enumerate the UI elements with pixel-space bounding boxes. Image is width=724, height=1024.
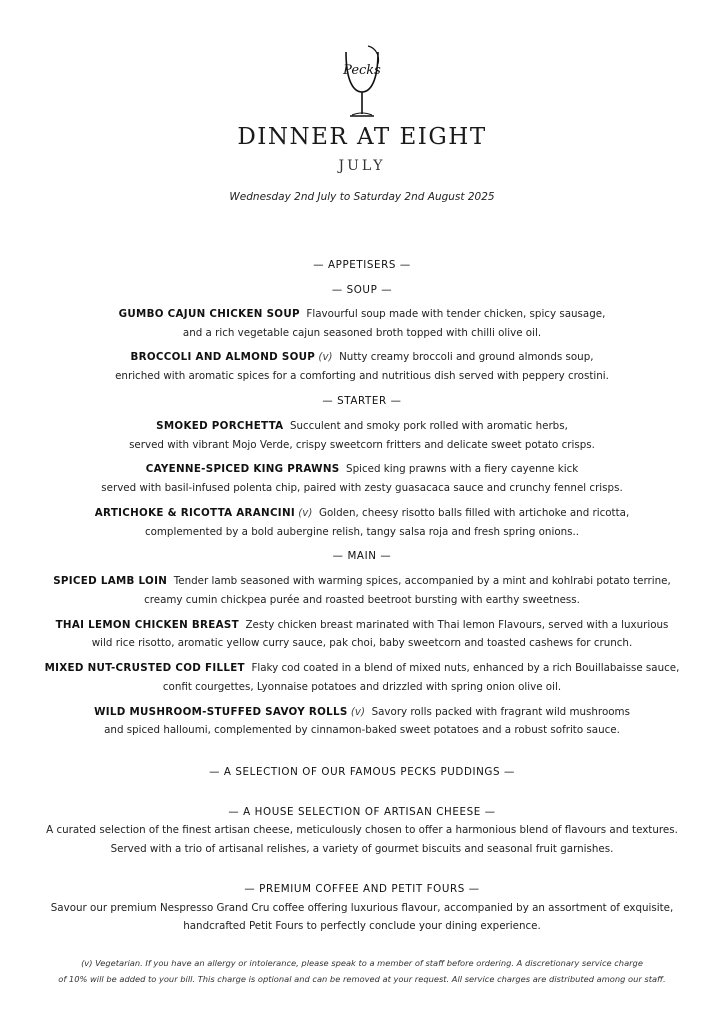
- dish-porchetta-line2: served with vibrant Mojo Verde, crispy sweetcorn fritters and delicate sweet potato crisps.: [129, 439, 595, 451]
- section-heading-coffee: — PREMIUM COFFEE AND PETIT FOURS —: [244, 883, 480, 895]
- dish-name: CAYENNE-SPICED KING PRAWNS: [145, 463, 340, 475]
- section-heading-soup: — SOUP —: [331, 284, 393, 296]
- vegetarian-marker: (v): [350, 706, 366, 718]
- footer-note-line1: (v) Vegetarian. If you have an allergy or intolerance, please speak to a member of staff before ordering. A discretionary service charge: [81, 958, 643, 968]
- dish-description: Flavourful soup made with tender chicken, spicy sausage,: [306, 308, 606, 320]
- dish-description: Succulent and smoky pork rolled with aromatic herbs,: [289, 420, 568, 432]
- dish-lamb-line1: [0, 574, 724, 588]
- dish-cod-line1: [0, 661, 724, 675]
- dish-name: GUMBO CAJUN CHICKEN SOUP: [118, 308, 300, 320]
- coffee-description-line1: Savour our premium Nespresso Grand Cru coffee offering luxurious flavour, accompanied by an assortment of exquisite,: [50, 902, 674, 914]
- dish-gumbo-line2: and a rich vegetable cajun seasoned broth topped with chilli olive oil.: [182, 327, 542, 339]
- footer-note-line2: of 10% will be added to your bill. This charge is optional and can be removed at your request. All service charges are distributed among our staff.: [58, 974, 666, 984]
- vegetarian-marker: (v): [298, 507, 313, 519]
- cheese-description-line2: Served with a trio of artisanal relishes, a variety of gourmet biscuits and seasonal fruit garnishes.: [110, 843, 614, 855]
- dish-description: Spiced king prawns with a fiery cayenne kick: [346, 463, 579, 475]
- dish-description: Nutty creamy broccoli and ground almonds soup,: [339, 351, 594, 363]
- dish-description: Savory rolls packed with fragrant wild mushrooms: [371, 706, 630, 718]
- dish-name: SMOKED PORCHETTA: [156, 420, 284, 432]
- dish-gumbo-line1: [0, 307, 724, 321]
- dish-description: Tender lamb seasoned with warming spices, accompanied by a mint and kohlrabi potato terrine,: [173, 575, 671, 587]
- dish-name: BROCCOLI AND ALMOND SOUP: [130, 351, 316, 363]
- dish-name: WILD MUSHROOM-STUFFED SAVOY ROLLS: [94, 706, 348, 718]
- dish-description: Golden, cheesy risotto balls filled with artichoke and ricotta,: [318, 507, 630, 519]
- dish-name: SPICED LAMB LOIN: [53, 575, 168, 587]
- dish-chicken-line2: wild rice risotto, aromatic yellow curry sauce, pak choi, baby sweetcorn and toasted cashews for crunch.: [91, 637, 633, 649]
- dish-lamb-line2: creamy cumin chickpea purée and roasted beetroot bursting with earthy sweetness.: [144, 594, 580, 606]
- pecks-logo: [332, 42, 392, 122]
- dish-prawns-line2: served with basil-infused polenta chip, paired with zesty guasacaca sauce and crunchy fennel crisps.: [101, 482, 623, 494]
- dish-name: ARTICHOKE & RICOTTA ARANCINI: [94, 507, 295, 519]
- dish-name: MIXED NUT-CRUSTED COD FILLET: [44, 662, 245, 674]
- dish-savoy-line2: and spiced halloumi, complemented by cinnamon-baked sweet potatoes and a robust sofrito sauce.: [104, 724, 620, 736]
- month-subtitle: JULY: [338, 158, 386, 174]
- dish-arancini-line1: [0, 506, 724, 520]
- dish-arancini-line2: complemented by a bold aubergine relish, tangy salsa roja and fresh spring onions..: [144, 526, 580, 538]
- dish-broccoli-line1: [0, 350, 724, 364]
- coffee-description-line2: handcrafted Petit Fours to perfectly conclude your dining experience.: [183, 920, 541, 932]
- wine-glass-icon: [332, 42, 392, 122]
- vegetarian-marker: (v): [318, 351, 333, 363]
- logo-text: Pecks: [343, 63, 381, 78]
- cheese-description-line1: A curated selection of the finest artisan cheese, meticulously chosen to offer a harmonious blend of flavours and textures.: [46, 824, 678, 836]
- dish-porchetta-line1: [0, 419, 724, 433]
- date-range: Wednesday 2nd July to Saturday 2nd August 2025: [229, 191, 495, 203]
- dish-prawns-line1: [0, 462, 724, 476]
- dish-broccoli-line2: enriched with aromatic spices for a comforting and nutritious dish served with peppery crostini.: [115, 370, 609, 382]
- section-heading-starter: — STARTER —: [322, 395, 402, 407]
- dish-cod-line2: confit courgettes, Lyonnaise potatoes and drizzled with spring onion olive oil.: [162, 681, 562, 693]
- section-heading-main: — MAIN —: [332, 550, 392, 562]
- section-heading-cheese: — A HOUSE SELECTION OF ARTISAN CHEESE —: [228, 806, 496, 818]
- dish-savoy-line1: [0, 705, 724, 719]
- dish-description: Flaky cod coated in a blend of mixed nuts, enhanced by a rich Bouillabaisse sauce,: [251, 662, 680, 674]
- page-title: DINNER AT EIGHT: [237, 124, 487, 150]
- dish-chicken-line1: [0, 618, 724, 632]
- section-heading-appetisers: — APPETISERS —: [313, 259, 411, 271]
- dish-name: THAI LEMON CHICKEN BREAST: [55, 619, 239, 631]
- section-heading-puddings: — A SELECTION OF OUR FAMOUS PECKS PUDDINGS —: [209, 766, 515, 778]
- dish-description: Zesty chicken breast marinated with Thai lemon Flavours, served with a luxurious: [245, 619, 669, 631]
